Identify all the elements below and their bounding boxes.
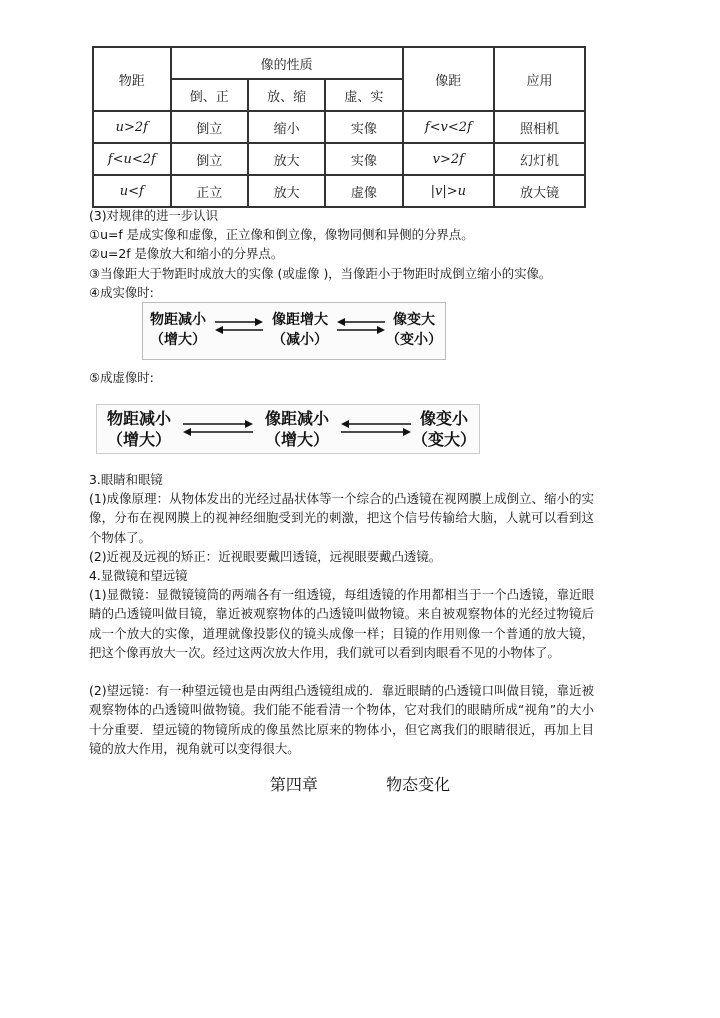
cell-size: 放大: [248, 143, 325, 175]
line-real-image: ④成实像时:: [89, 285, 154, 300]
cell-type: 虚像: [325, 175, 402, 207]
lens-imaging-table: [92, 46, 586, 208]
cell-u: u<f: [93, 175, 171, 207]
subheader-type: 虚、实: [325, 79, 402, 111]
double-arrow-icon: [213, 315, 265, 337]
header-image-nature: 像的性质: [171, 47, 403, 79]
chapter-number: 第四章: [269, 775, 318, 794]
line-rule-2: ②u=2f 是像放大和缩小的分界点。: [89, 246, 284, 261]
cell-type: 实像: [325, 143, 402, 175]
section-eye-title: 3.眼睛和眼镜: [89, 472, 163, 487]
flow-node-sublabel: （增大）: [264, 430, 329, 449]
cell-type: 实像: [325, 111, 402, 143]
chapter-title: 物态变化: [386, 775, 451, 794]
cell-u: u>2f: [93, 111, 171, 143]
line-virtual-image: ⑤成虚像时:: [89, 370, 154, 385]
real-image-flow-diagram: [142, 302, 446, 360]
flow-node-label: 物距减小: [150, 312, 206, 328]
table-row: [93, 175, 585, 207]
cell-orientation: 正立: [171, 175, 248, 207]
cell-size: 缩小: [248, 111, 325, 143]
cell-u: f<u<2f: [93, 143, 171, 175]
chapter-heading: [0, 772, 720, 795]
flow-node-label: 像距增大: [272, 312, 328, 328]
flow-node-sublabel: （减小）: [272, 332, 328, 348]
section-eye-paragraph-1: (1)成像原理：从物体发出的光经过晶状体等一个综合的凸透镜在视网膜上成倒立、缩小的实像，分布在视网膜上的视神经细胞受到光的刺激，把这个信号传输给大脑，人就可以看到这个物体了。: [89, 491, 594, 545]
header-image-distance: 像距: [403, 47, 494, 111]
line-rule-3: ③当像距大于物距时成放大的实像 (或虚像 )，当像距小于物距时成倒立缩小的实像。: [89, 266, 552, 281]
double-arrow-icon: [335, 315, 387, 337]
flow-node-image-distance: [255, 408, 339, 450]
cell-v: f<v<2f: [403, 111, 494, 143]
table-row: [93, 143, 585, 175]
header-object-distance: 物距: [93, 47, 171, 111]
section-microscope-title: 4.显微镜和望远镜: [89, 568, 188, 583]
cell-v: |v|>u: [403, 175, 494, 207]
flow-node-sublabel: （变大）: [411, 430, 476, 449]
cell-orientation: 倒立: [171, 111, 248, 143]
section-microscope-paragraph: (1)显微镜：显微镜镜筒的两端各有一组透镜，每组透镜的作用都相当于一个凸透镜，靠近眼睛的凸透镜叫做目镜，靠近被观察物体的凸透镜叫做物镜。来自被观察物体的光经过物镜后成一个放大的实像，道理就像投影仪的镜头成像一样；目镜的作用则像一个普通的放大镜，把这个像再放大一次。经过这两次放大作用，我们就可以看到肉眼看不见的小物体了。: [89, 587, 594, 661]
cell-v: v>2f: [403, 143, 494, 175]
double-arrow-icon: [339, 417, 413, 439]
flow-node-sublabel: （变小）: [386, 332, 442, 348]
flow-node-object-distance: [99, 408, 179, 450]
cell-size: 放大: [248, 175, 325, 207]
flow-node-image-size: [385, 310, 443, 350]
line-rule-1: ①u=f 是成实像和虚像，正立像和倒立像，像物同侧和异侧的分界点。: [89, 227, 474, 242]
section-telescope-paragraph: (2)望远镜：有一种望远镜也是由两组凸透镜组成的．靠近眼睛的凸透镜口叫做目镜，靠近被观察物体的凸透镜叫做物镜。我们能不能看清一个物体，它对我们的眼睛所成“视角”的大小十分重要．望远镜的物镜所成的像虽然比原来的物体小，但它离我们的眼睛很近，再加上目镜的放大作用，视角就可以变得很大。: [89, 683, 594, 757]
flow-node-label: 像变小: [419, 409, 468, 428]
flow-node-label: 像变大: [393, 312, 435, 328]
section-eye-paragraph-2: (2)近视及远视的矫正：近视眼要戴凹透镜，远视眼要戴凸透镜。: [89, 549, 442, 564]
flow-node-object-distance: [145, 310, 211, 350]
line-rule-heading: (3)对规律的进一步认识: [89, 208, 219, 223]
subheader-size: 放、缩: [248, 79, 325, 111]
header-application: 应用: [494, 47, 585, 111]
double-arrow-icon: [181, 417, 255, 439]
flow-node-image-distance: [265, 310, 335, 350]
flow-node-label: 物距减小: [106, 409, 171, 428]
cell-application: 照相机: [494, 111, 585, 143]
subheader-orientation: 倒、正: [171, 79, 248, 111]
cell-application: 幻灯机: [494, 143, 585, 175]
table-row: [93, 111, 585, 143]
flow-node-sublabel: （增大）: [150, 332, 206, 348]
flow-node-label: 像距减小: [264, 409, 329, 428]
flow-node-image-size: [411, 408, 477, 450]
virtual-image-flow-diagram: [96, 404, 480, 454]
flow-node-sublabel: （增大）: [106, 430, 171, 449]
cell-application: 放大镜: [494, 175, 585, 207]
cell-orientation: 倒立: [171, 143, 248, 175]
